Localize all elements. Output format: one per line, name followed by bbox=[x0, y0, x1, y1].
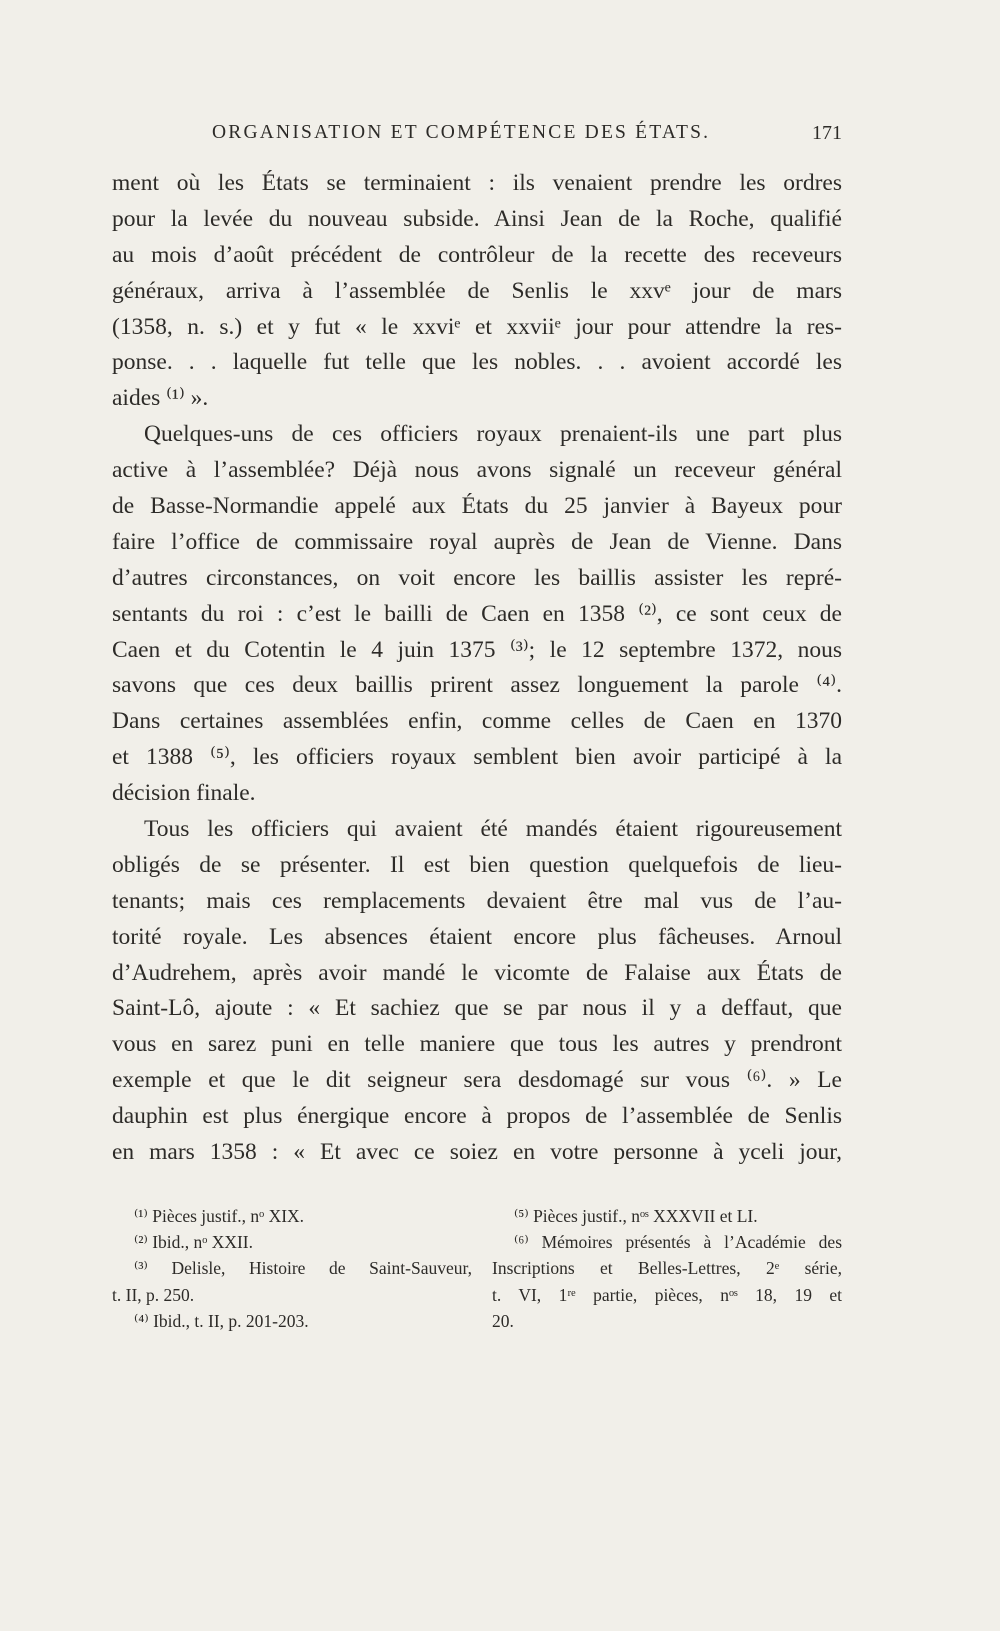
running-head: ORGANISATION ET COMPÉTENCE DES ÉTATS. bbox=[212, 122, 711, 143]
footnote-line: ⁽⁴⁾ Ibid., t. II, p. 201-203. bbox=[134, 1310, 309, 1331]
text-line: au mois d’août précédent de contrôleur de la recette des receveurs bbox=[112, 241, 842, 268]
text-line: décision finale. bbox=[112, 780, 256, 807]
footnote-line: Inscriptions et Belles-Lettres, 2ᵉ série, bbox=[492, 1258, 842, 1279]
text-line: dauphin est plus énergique encore à propos de l’assemblée de Senlis bbox=[112, 1103, 842, 1130]
page-header bbox=[112, 122, 842, 152]
text-line: pour la levée du nouveau subside. Ainsi Jean de la Roche, qualifié bbox=[112, 205, 842, 232]
footnote-line: ⁽⁵⁾ Pièces justif., nᵒˢ XXXVII et LI. bbox=[514, 1206, 758, 1226]
text-line: sentants du roi : c’est le bailli de Caen en 1358 ⁽²⁾, ce sont ceux de bbox=[112, 600, 842, 627]
footnote-line: ⁽³⁾ Delisle, Histoire de Saint-Sauveur, bbox=[134, 1258, 472, 1279]
footnote-line: ⁽⁶⁾ Mémoires présentés à l’Académie des bbox=[514, 1232, 842, 1253]
text-line: de Basse-Normandie appelé aux États du 25 janvier à Bayeux pour bbox=[112, 493, 842, 520]
footnote-line: t. VI, 1ʳᵉ partie, pièces, nᵒˢ 18, 19 et bbox=[492, 1284, 842, 1305]
text-line: d’Audrehem, après avoir mandé le vicomte de Falaise aux États de bbox=[112, 959, 842, 986]
text-line: d’autres circonstances, on voit encore les baillis assister les repré- bbox=[112, 564, 842, 591]
text-line: Caen et du Cotentin le 4 juin 1375 ⁽³⁾; le 12 septembre 1372, nous bbox=[112, 636, 842, 663]
footnote-line: 20. bbox=[492, 1310, 514, 1331]
text-line: Saint-Lô, ajoute : « Et sachiez que se par nous il y a deffaut, que bbox=[112, 995, 842, 1022]
text-line: généraux, arriva à l’assemblée de Senlis le xxvᵉ jour de mars bbox=[112, 277, 842, 304]
text-line: savons que ces deux baillis prirent assez longuement la parole ⁽⁴⁾. bbox=[112, 672, 842, 699]
footnotes-right-column bbox=[492, 1203, 842, 1334]
footnote-line: t. II, p. 250. bbox=[112, 1284, 195, 1305]
text-line: Quelques-uns de ces officiers royaux prenaient-ils une part plus bbox=[144, 421, 842, 448]
text-line: obligés de se présenter. Il est bien question quelquefois de lieu- bbox=[112, 851, 842, 878]
page-number: 171 bbox=[812, 122, 842, 144]
footnote-line: ⁽¹⁾ Pièces justif., nᵒ XIX. bbox=[134, 1206, 305, 1226]
text-line: exemple et que le dit seigneur sera desdomagé sur vous ⁽⁶⁾. » Le bbox=[112, 1067, 842, 1094]
body-text bbox=[112, 166, 842, 1171]
text-line: faire l’office de commissaire royal auprès de Jean de Vienne. Dans bbox=[112, 528, 842, 555]
text-line: (1358, n. s.) et y fut « le xxviᵉ et xxviiᵉ jour pour attendre la res- bbox=[112, 313, 842, 340]
text-line: aides ⁽¹⁾ ». bbox=[112, 385, 209, 412]
text-line: ponse. . . laquelle fut telle que les nobles. . . avoient accordé les bbox=[112, 349, 842, 376]
text-line: tenants; mais ces remplacements devaient être mal vus de l’au- bbox=[112, 887, 842, 914]
footnote-line: ⁽²⁾ Ibid., nᵒ XXII. bbox=[134, 1232, 254, 1253]
text-line: et 1388 ⁽⁵⁾, les officiers royaux semblent bien avoir participé à la bbox=[112, 744, 842, 771]
text-line: Tous les officiers qui avaient été mandés étaient rigoureusement bbox=[144, 816, 842, 843]
footnotes-left-column bbox=[112, 1203, 472, 1334]
text-line: torité royale. Les absences étaient encore plus fâcheuses. Arnoul bbox=[112, 923, 842, 950]
text-line: vous en sarez puni en telle maniere que tous les autres y prendront bbox=[112, 1031, 842, 1058]
text-line: Dans certaines assemblées enfin, comme celles de Caen en 1370 bbox=[112, 708, 842, 735]
text-line: active à l’assemblée? Déjà nous avons signalé un receveur général bbox=[112, 457, 842, 484]
text-line: en mars 1358 : « Et avec ce soiez en votre personne à yceli jour, bbox=[112, 1139, 842, 1166]
text-line: ment où les États se terminaient : ils venaient prendre les ordres bbox=[112, 170, 842, 196]
